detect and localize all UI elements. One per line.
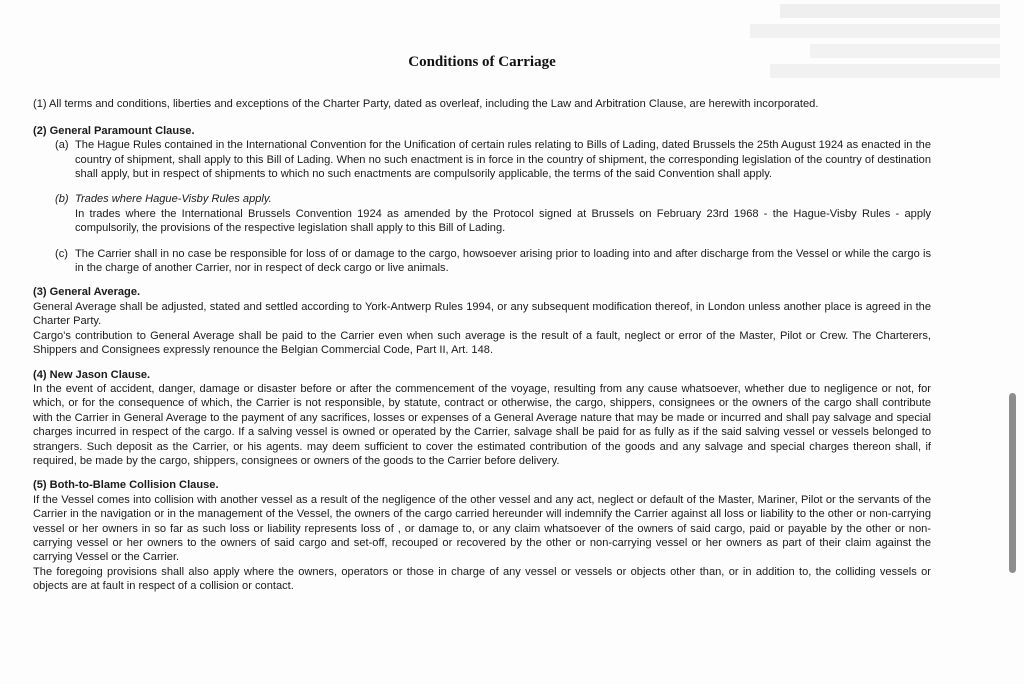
clause-1: (1) All terms and conditions, liberties and exceptions of the Charter Party, dated as overleaf, including the Law and Arbitration Clause, are herewith incorporated. xyxy=(33,98,819,111)
clause-2a-letter: (a) xyxy=(55,139,69,152)
clause-3-text-1: General Average shall be adjusted, stated and settled according to York-Antwerp Rules 1994, or any subsequent modification thereof, in London unless another place is agreed in the Charter Party. xyxy=(33,300,931,328)
clause-3 xyxy=(33,285,931,357)
clause-2b xyxy=(55,192,931,235)
clause-2c-text: The Carrier shall in no case be responsible for loss of or damage to the cargo, howsoever arising prior to loading into and after discharge from the Vessel or while the cargo is in the charge of another Carrier, nor in respect of deck cargo or live animals. xyxy=(75,247,931,275)
clause-2-heading: (2) General Paramount Clause. xyxy=(33,124,195,137)
clause-5-heading: (5) Both-to-Blame Collision Clause. xyxy=(33,479,219,492)
clause-2b-letter: (b) xyxy=(55,193,69,206)
clause-4 xyxy=(33,368,931,469)
clause-2b-body xyxy=(75,192,931,235)
clause-2b-text: In trades where the International Brussels Convention 1924 as amended by the Protocol signed at Brussels on February 23rd 1968 - the Hague-Visby Rules - apply compulsorily, the provisions of the respective legislation shall apply to this Bill of Lading. xyxy=(75,207,931,235)
clause-3-text-2: Cargo's contribution to General Average shall be paid to the Carrier even when such average is the result of a fault, neglect or error of the Master, Pilot or Crew. The Charterers, Shippers and Consignees expressly renounce the Belgian Commercial Code, Part II, Art. 148. xyxy=(33,329,931,357)
clause-2c xyxy=(55,247,931,276)
conditions-document xyxy=(33,55,931,604)
clause-2a-text: The Hague Rules contained in the International Convention for the Unification of certain rules relating to Bills of Lading, dated Brussels the 25th August 1924 as enacted in the country of shipment, shall apply to this Bill of Lading. When no such enactment is in force in the country of shipment, the corresponding legislation of the country of destination shall apply, but in respect of shipments to which no such enactments are compulsorily applicable, the terms of the said Convention shall apply. xyxy=(75,139,931,181)
clause-2b-subtitle: Trades where Hague-Visby Rules apply. xyxy=(75,193,272,206)
clause-4-heading: (4) New Jason Clause. xyxy=(33,368,151,381)
clause-2 xyxy=(33,124,931,276)
clause-2a xyxy=(55,138,931,181)
clause-3-heading: (3) General Average. xyxy=(33,286,141,299)
document-title: Conditions of Carriage xyxy=(408,54,556,70)
clause-4-text: In the event of accident, danger, damage or disaster before or after the commencement of the voyage, resulting from any cause whatsoever, whether due to negligence or not, for which, or for the consequence of which, the Carrier is not responsible, by statute, contract or otherwise, the cargo, shippers, consignees or the owners of the cargo shall contribute with the Carrier in General Average to the payment of any sacrifices, losses or expenses of a General Average nature that may be made or incurred and shall pay salvage and special charges incurred in respect of the cargo. If a salving vessel is owned or operated by the Carrier, salvage shall be paid for as fully as if the said salving vessel or vessels belonged to strangers. Such deposit as the Carrier, or his agents. may deem sufficient to cover the estimated contribution of the goods and any salvage and special charges thereon shall, if required, be made by the cargo, shippers, consignees or owners of the goods to the Carrier before delivery. xyxy=(33,382,931,467)
clause-5 xyxy=(33,478,931,593)
clause-5-text-2: The foregoing provisions shall also apply where the owners, operators or those in charge of any vessel or vessels or objects other than, or in addition to, the colliding vessels or objects are at fault in respect of a collision or contact. xyxy=(33,565,931,593)
clause-5-text-1: If the Vessel comes into collision with another vessel as a result of the negligence of the other vessel and any act, neglect or default of the Master, Mariner, Pilot or the servants of the Carrier in the navigation or in the management of the Vessel, the owners of the cargo carried hereunder will indemnify the Carrier against all loss or liability to the other or non-carrying vessel or her owners in so far as such loss or liability represents loss of , or damage to, or any claim whatsoever of the owners of said cargo, paid or payable by the other or non-carrying vessel or her owners to the owners of said cargo and set-off, recouped or recovered by the other or non-carrying vessel or her owners as part of their claim against the carrying Vessel or the Carrier. xyxy=(33,493,931,564)
clause-2c-letter: (c) xyxy=(55,247,68,260)
vertical-scrollbar-thumb[interactable] xyxy=(1009,393,1016,573)
